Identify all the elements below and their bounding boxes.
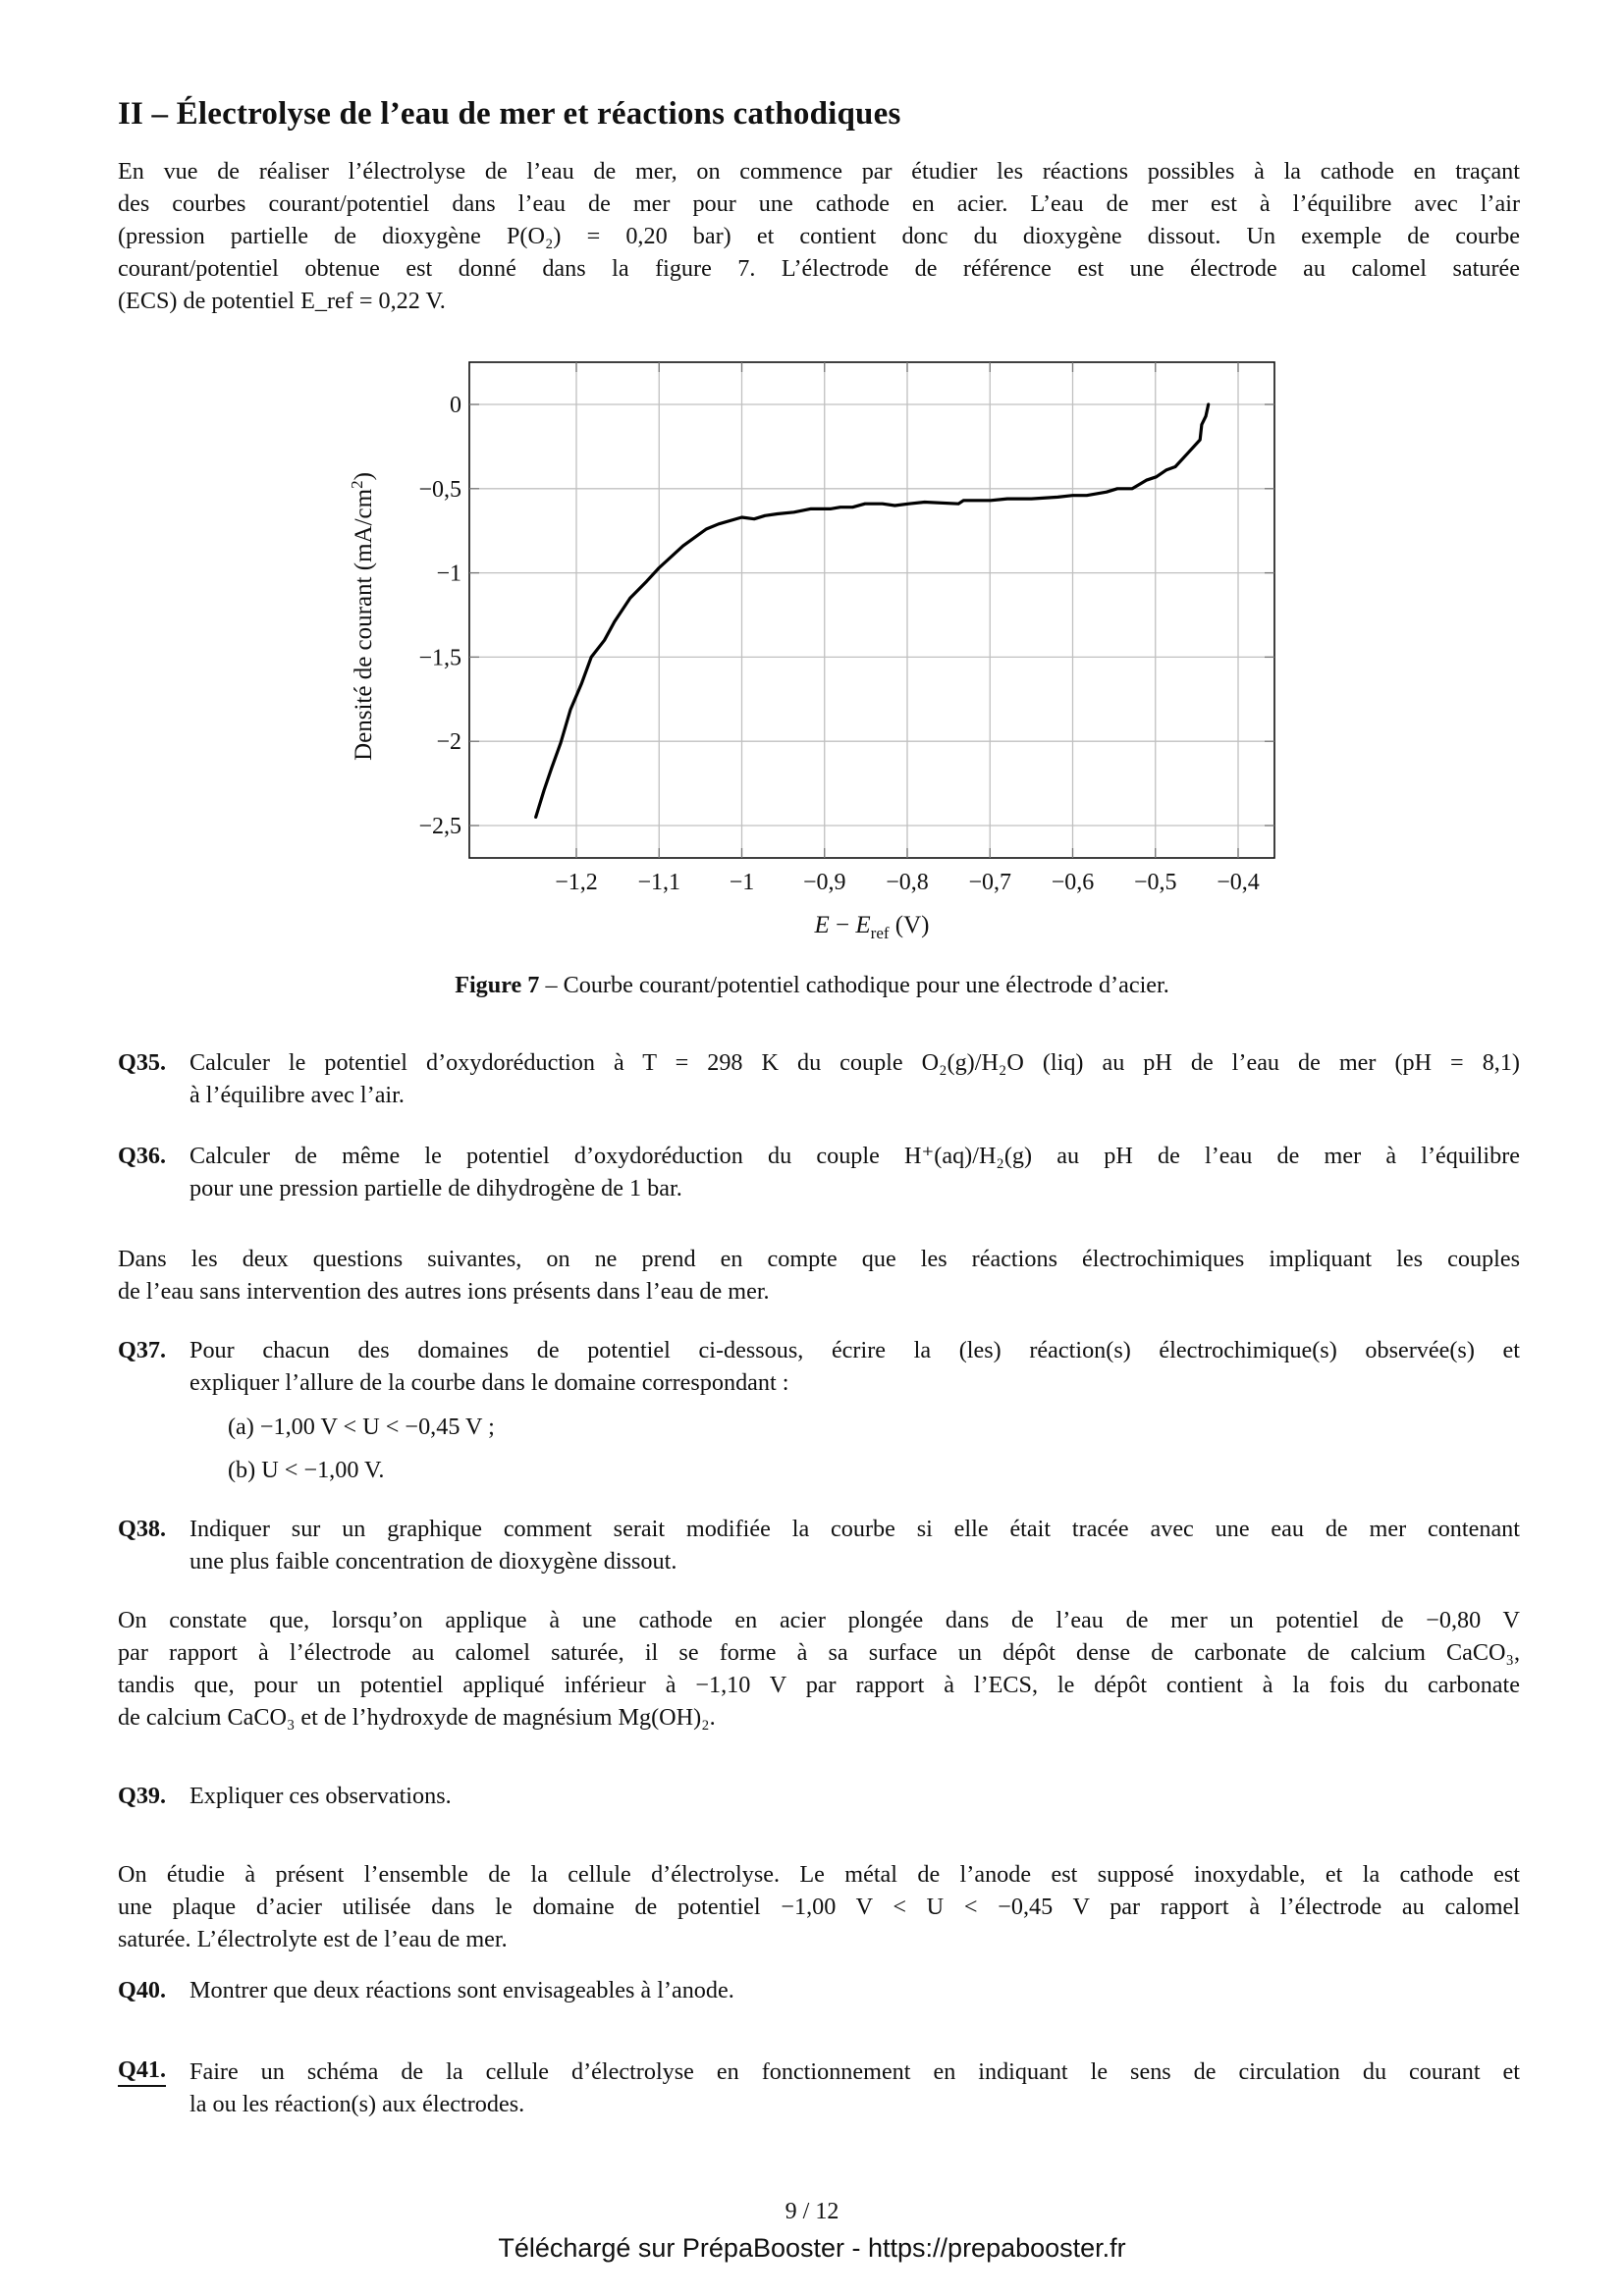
- question-q41: [118, 2056, 1520, 2120]
- question-q39: [118, 1780, 1520, 1812]
- question-line: Indiquer sur un graphique comment serait modifiée la courbe si elle était tracée avec une eau de mer contenant: [189, 1516, 1520, 1542]
- x-tick-label: −0,9: [802, 870, 846, 895]
- question-label: Q37.: [118, 1337, 167, 1363]
- y-tick-label: −1,5: [418, 645, 461, 671]
- question-label: Q39.: [118, 1783, 167, 1809]
- paragraph-line: de l’eau sans intervention des autres ions présents dans l’eau de mer.: [118, 1278, 770, 1305]
- question-q35: [118, 1046, 1520, 1111]
- question-q40: [118, 1974, 1520, 2006]
- question-line: Calculer de même le potentiel d’oxydoréduction du couple H⁺(aq)/H₂(g) au pH de l’eau de mer à l’équilibre: [189, 1143, 1520, 1169]
- current-potential-curve: [536, 404, 1209, 817]
- x-tick-label: −0,6: [1051, 870, 1095, 895]
- y-tick-labels: [418, 393, 461, 839]
- paragraph-line: Dans les deux questions suivantes, on ne prend en compte que les réactions électrochimiques impliquant les couples: [118, 1246, 1520, 1272]
- y-tick-label: 0: [450, 393, 461, 418]
- paragraph-line: On étudie à présent l’ensemble de la cellule d’électrolyse. Le métal de l’anode est supposé inoxydable, et la cathode est: [118, 1861, 1520, 1888]
- question-label: Q40.: [118, 1977, 167, 2003]
- figure-label: Figure 7: [455, 972, 540, 998]
- x-tick-labels: [555, 870, 1260, 895]
- x-tick-label: −1,2: [555, 870, 598, 895]
- download-source: Téléchargé sur PrépaBooster - https://prepabooster.fr: [498, 2233, 1126, 2263]
- question-q37: [118, 1334, 1520, 1399]
- question-line: expliquer l’allure de la courbe dans le domaine correspondant :: [189, 1369, 789, 1396]
- question-q36: [118, 1140, 1520, 1204]
- paragraph-line: de calcium CaCO₃ et de l’hydroxyde de magnésium Mg(OH)₂.: [118, 1704, 716, 1731]
- y-tick-label: −2: [436, 729, 461, 756]
- plot-frame: [469, 362, 1274, 858]
- y-tick-label: −0,5: [418, 476, 461, 503]
- intro-line: courant/potentiel obtenue est donné dans la figure 7. L’électrode de référence est une électrode au calomel saturée: [118, 255, 1520, 282]
- page-number: 9 / 12: [785, 2199, 839, 2224]
- question-line: une plus faible concentration de dioxygène dissout.: [189, 1548, 677, 1575]
- paragraph-line: une plaque d’acier utilisée dans le domaine de potentiel −1,00 V < U < −0,45 V par rapport à l’électrode au calomel: [118, 1894, 1520, 1920]
- question-label-underlined: Q41.: [118, 2056, 166, 2087]
- question-line: Faire un schéma de la cellule d’électrolyse en fonctionnement en indiquant le sens de circulation du courant et: [189, 2058, 1520, 2085]
- q37-item-b: (b) U < −1,00 V.: [228, 1457, 385, 1483]
- paragraph-line: par rapport à l’électrode au calomel saturée, il se forme à sa surface un dépôt dense de carbonate de calcium CaCO₃,: [118, 1639, 1520, 1666]
- y-axis-label: Densité de courant $(mA/cm^2)$: [348, 472, 377, 761]
- question-label: Q36.: [118, 1143, 167, 1169]
- paragraph-line: On constate que, lorsqu’on applique à une cathode en acier plongée dans de l’eau de mer un potentiel de −0,80 V: [118, 1607, 1520, 1633]
- chart-grid: [469, 362, 1274, 858]
- question-line: Montrer que deux réactions sont envisageables à l’anode.: [189, 1977, 734, 2003]
- x-tick-label: −1: [729, 870, 755, 895]
- intro-line: des courbes courant/potentiel dans l’eau de mer pour une cathode en acier. L’eau de mer est à l’équilibre avec l’air: [118, 190, 1520, 217]
- y-tick-label: −2,5: [418, 814, 461, 839]
- x-axis-label: $E - E_{ref}$ (V): [814, 912, 930, 942]
- question-q38: [118, 1513, 1520, 1577]
- q37-item-a: (a) −1,00 V < U < −0,45 V ;: [228, 1414, 495, 1440]
- figure-7-chart: [0, 0, 1624, 982]
- x-tick-label: −0,8: [886, 870, 929, 895]
- paragraph-cell: [118, 1858, 1520, 1955]
- intro-line: (ECS) de potentiel E_ref = 0,22 V.: [118, 288, 446, 314]
- question-line: Expliquer ces observations.: [189, 1783, 452, 1809]
- question-line: la ou les réaction(s) aux électrodes.: [189, 2091, 525, 2117]
- x-tick-label: −0,7: [968, 870, 1012, 895]
- figure-caption-text: – Courbe courant/potentiel cathodique pour une électrode d’acier.: [539, 972, 1169, 998]
- question-label: Q35.: [118, 1049, 167, 1076]
- question-line: Pour chacun des domaines de potentiel ci-dessous, écrire la (les) réaction(s) électrochimique(s) observée(s) et: [189, 1337, 1520, 1363]
- question-line: pour une pression partielle de dihydrogène de 1 bar.: [189, 1175, 682, 1201]
- x-tick-label: −1,1: [637, 870, 681, 895]
- section-title: II – Électrolyse de l’eau de mer et réactions cathodiques: [118, 96, 901, 132]
- intro-line: (pression partielle de dioxygène P(O₂) = 0,20 bar) et contient donc du dioxygène dissout. Un exemple de courbe: [118, 223, 1520, 249]
- question-line: à l’équilibre avec l’air.: [189, 1082, 405, 1108]
- question-line: Calculer le potentiel d’oxydoréduction à T = 298 K du couple O₂(g)/H₂O (liq) au pH de l’eau de mer (pH = 8,1): [189, 1049, 1520, 1076]
- paragraph-line: saturée. L’électrolyte est de l’eau de mer.: [118, 1926, 508, 1952]
- paragraph-deposits: [118, 1604, 1520, 1734]
- x-tick-label: −0,4: [1217, 870, 1260, 895]
- y-tick-label: −1: [436, 561, 461, 587]
- paragraph-water-couples: [118, 1243, 1520, 1308]
- x-tick-label: −0,5: [1133, 870, 1177, 895]
- chart-ticks: [469, 362, 1274, 858]
- paragraph-line: tandis que, pour un potentiel appliqué inférieur à −1,10 V par rapport à l’ECS, le dépôt contient à la fois du carbonate: [118, 1672, 1520, 1698]
- figure-caption: [0, 972, 1624, 999]
- intro-paragraph: [118, 155, 1520, 317]
- question-label: Q38.: [118, 1516, 167, 1542]
- intro-line: En vue de réaliser l’électrolyse de l’eau de mer, on commence par étudier les réactions possibles à la cathode en traçant: [118, 158, 1520, 185]
